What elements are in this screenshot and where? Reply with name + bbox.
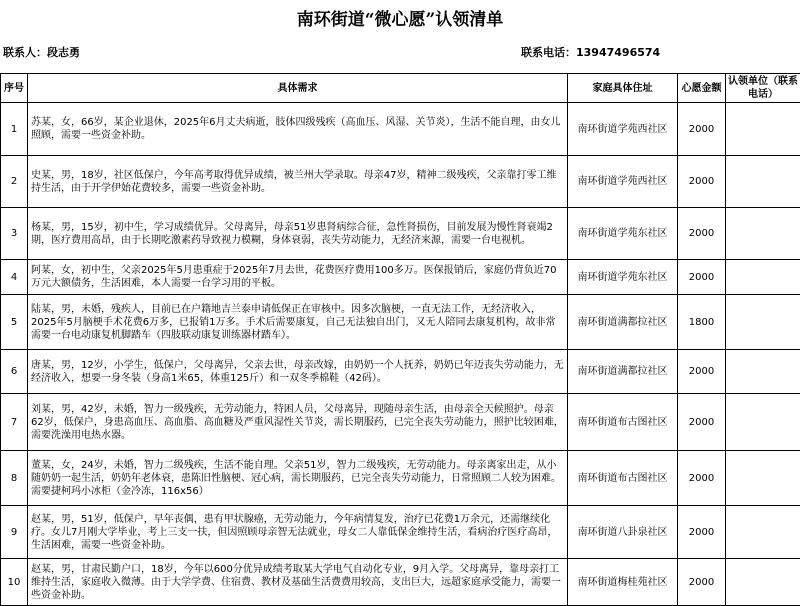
row-amount: 2000: [678, 506, 726, 559]
row-address: 南环街道满都拉社区: [568, 350, 678, 394]
row-address: 南环街道布古图社区: [568, 451, 678, 506]
table-row: [1, 506, 800, 559]
row-adopter[interactable]: [726, 103, 800, 156]
row-needs: 唐某，男，12岁，小学生，低保户，父母离异，父亲去世，母亲改嫁，由奶奶一个人抚养，奶奶已年迈丧失劳动能力，无经济收入，想要一身冬装（身高1米65，体重125斤）和一双冬季棉鞋（42码）。: [28, 350, 568, 394]
page-title: 南环街道“微心愿”认领清单: [0, 0, 800, 38]
row-amount: 2000: [678, 156, 726, 208]
row-adopter[interactable]: [726, 260, 800, 295]
row-amount: 2000: [678, 394, 726, 451]
table-row: [1, 350, 800, 394]
header-amount: 心愿金额: [678, 74, 726, 103]
table-row: [1, 451, 800, 506]
table-row: [1, 295, 800, 350]
row-address: 南环街道学苑西社区: [568, 103, 678, 156]
row-amount: 2000: [678, 451, 726, 506]
table-row: [1, 394, 800, 451]
row-needs: 杨某，男，15岁，初中生，学习成绩优异。父母离异，母亲51岁患肾病综合征，急性肾损伤，目前发展为慢性肾衰竭2期，医疗费用高昂，由于长期吃激素药导致视力模糊，身体衰弱，丧失劳动能力，无经济来源，需要一台电视机。: [28, 208, 568, 260]
row-address: 南环街道学苑东社区: [568, 208, 678, 260]
row-needs: 陆某，男，未婚，残疾人，目前已在户籍地吉兰泰申请低保正在审核中。因多次脑梗，一直无法工作，无经济收入，2025年5月脑梗手术花费6万多，已报销1万多。手术后需要康复，自己无法独自出门，又无人陪同去康复机构，故非常需要一台电动康复机脚踏车（四肢联动康复训练器材踏车）。: [28, 295, 568, 350]
row-index: 2: [1, 156, 28, 208]
row-amount: 2000: [678, 350, 726, 394]
row-needs: 刘某，男，42岁，未婚，智力一级残疾，无劳动能力，特困人员，父母离异，现随母亲生活，由母亲全天候照护。母亲62岁，低保户，身患高血压、高血脂、高血糖及严重风湿性关节炎，需长期服药，已完全丧失劳动能力，照护比较困难，需要洗澡用电热水器。: [28, 394, 568, 451]
row-index: 5: [1, 295, 28, 350]
row-index: 8: [1, 451, 28, 506]
row-index: 7: [1, 394, 28, 451]
row-address: 南环街道学苑东社区: [568, 260, 678, 295]
row-amount: 1800: [678, 295, 726, 350]
header-address: 家庭具体住址: [568, 74, 678, 103]
row-address: 南环街道满都拉社区: [568, 295, 678, 350]
row-needs: 董某，女，24岁，未婚，智力二级残疾，生活不能自理。父亲51岁，智力二级残疾，无劳动能力。母亲离家出走，从小随奶奶一起生活，奶奶年老体衰，患陈旧性脑梗、冠心病，需长期服药，已完全丧失劳动能力，日常照顾二人较为困难。需要捷柯玛小冰柜（金冷冻，116x56）: [28, 451, 568, 506]
row-adopter[interactable]: [726, 506, 800, 559]
header-index: 序号: [1, 74, 28, 103]
row-index: 10: [1, 559, 28, 606]
row-adopter[interactable]: [726, 394, 800, 451]
row-amount: 2000: [678, 103, 726, 156]
row-amount: 2000: [678, 559, 726, 606]
table-row: [1, 103, 800, 156]
row-adopter[interactable]: [726, 295, 800, 350]
row-index: 3: [1, 208, 28, 260]
table-row: [1, 559, 800, 606]
table-row: [1, 260, 800, 295]
row-index: 4: [1, 260, 28, 295]
row-index: 9: [1, 506, 28, 559]
table-row: [1, 208, 800, 260]
table-header-row: [1, 74, 800, 103]
row-needs: 阿某，女，初中生，父亲2025年5月患重症于2025年7月去世，花费医疗费用100多万。医保报销后，家庭仍背负近70万元大额债务，生活困难，本人需要一台学习用的平板。: [28, 260, 568, 295]
row-adopter[interactable]: [726, 208, 800, 260]
row-adopter[interactable]: [726, 156, 800, 208]
row-amount: 2000: [678, 260, 726, 295]
contact-phone: 联系电话：13947496574: [521, 44, 660, 60]
contact-person: 联系人：段志勇: [3, 44, 80, 60]
row-address: 南环街道八卦泉社区: [568, 506, 678, 559]
header-adopter: 认领单位（联系电话）: [726, 74, 800, 103]
row-needs: 赵某，男，甘肃民勤户口，18岁，今年以600分优异成绩考取某大学电气自动化专业，9月入学。父母离异，靠母亲打工维持生活，家庭收入微薄。由于大学学费、住宿费、教材及基础生活费费用较高，支出巨大，远超家庭承受能力，需要一些资金补助。: [28, 559, 568, 606]
header-needs: 具体需求: [28, 74, 568, 103]
row-index: 1: [1, 103, 28, 156]
row-needs: 苏某，女，66岁，某企业退休，2025年6月丈夫病逝，肢体四级残疾（高血压、风湿、关节炎），生活不能自理，由女儿照顾，需要一些资金补助。: [28, 103, 568, 156]
row-needs: 史某，男，18岁，社区低保户，今年高考取得优异成绩，被兰州大学录取。母亲47岁，精神二级残疾，父亲靠打零工维持生活，由于开学伊始花费较多，需要一些资金补助。: [28, 156, 568, 208]
row-adopter[interactable]: [726, 451, 800, 506]
row-adopter[interactable]: [726, 350, 800, 394]
row-amount: 2000: [678, 208, 726, 260]
row-address: 南环街道学苑西社区: [568, 156, 678, 208]
row-address: 南环街道梅桂苑社区: [568, 559, 678, 606]
wish-table: [0, 73, 800, 606]
row-address: 南环街道布古图社区: [568, 394, 678, 451]
row-needs: 赵某，男，51岁，低保户，早年丧偶，患有甲状腺癌，无劳动能力，今年病情复发，治疗已花费1万余元，还需继续化疗。女儿7月刚大学毕业，考上三支一扶，但因照顾母亲智无法就业，母女二人靠低保金维持生活，看病治疗医疗高昂，生活困难，需要一些资金补助。: [28, 506, 568, 559]
row-adopter[interactable]: [726, 559, 800, 606]
table-row: [1, 156, 800, 208]
row-index: 6: [1, 350, 28, 394]
